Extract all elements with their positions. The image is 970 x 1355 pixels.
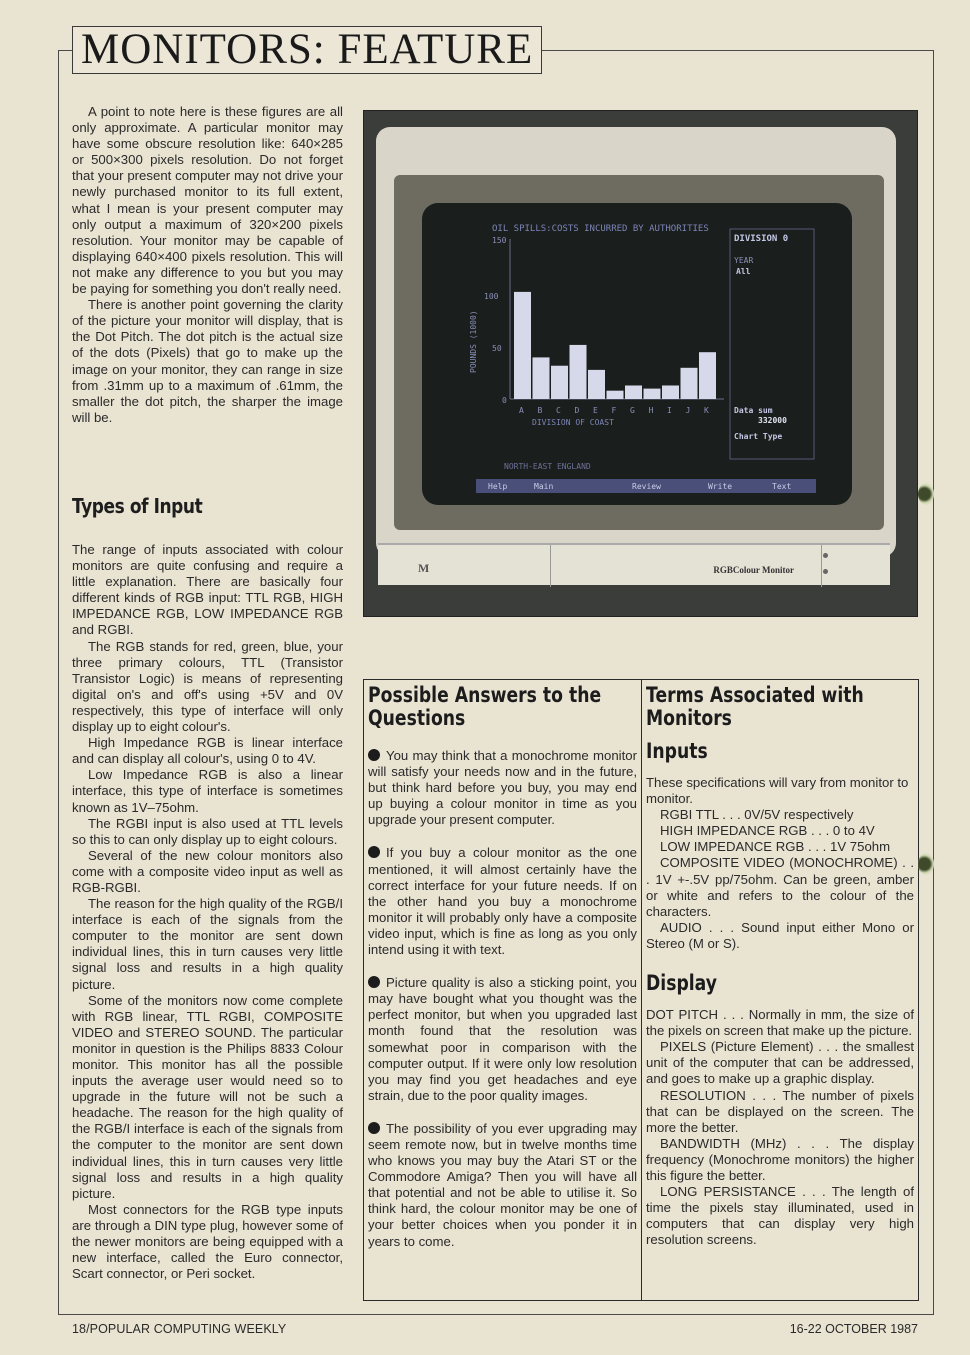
screen-panel-division: DIVISION 0	[734, 234, 789, 244]
screen-x-tick: A	[519, 406, 524, 415]
body-paragraph: The RGB stands for red, green, blue, your three primary colours, TTL (Transistor Transistor Logic) is means of representing digital on's and off's using +5V and 0V respectively, this type of interface will only display up to eight colour's.	[72, 638, 343, 735]
body-paragraph: Most connectors for the RGB type inputs are through a DIN type plug, however some of the newer monitors are being equipped with a new interface, called the Euro connector, Scart connector, or Peri socket.	[72, 1201, 343, 1282]
screen-y-axis-label: POUNDS (1000)	[469, 310, 478, 373]
punch-hole-icon	[918, 853, 934, 875]
answer-text: Picture quality is also a sticking point, you may have bought what you thought was the perfect monitor, but when you upgraded last month found that the resolution was somewhat poor in comparison with the computer output. If it were only low resolution you may find you get headaches and eye strain, due to the poor quality images.	[368, 975, 637, 1103]
display-term: LONG PERSISTANCE . . . The length of time the pixels stay illuminated, used in computers that can display very high resolution screens.	[646, 1184, 914, 1248]
answer-item	[368, 1121, 637, 1250]
monitor-base	[378, 543, 890, 585]
screen-panel-datasum-value: 332000	[758, 416, 787, 425]
body-paragraph: The reason for the high quality of the RGB/I interface is each of the signals from the computer to the monitor are sent down individual lines, this in turn causes very little signal loss and results in a high quality picture.	[72, 896, 343, 992]
footer-page-number: 18/POPULAR COMPUTING WEEKLY	[72, 1322, 287, 1336]
inputs-list-item: LOW IMPEDANCE RGB . . . 1V 75ohm	[660, 839, 891, 855]
screen-x-tick: K	[704, 406, 709, 415]
screen-bar	[699, 352, 716, 399]
intro-paragraph: A point to note here is these figures are all only approximate. A particular monitor may have some obscure resolution like: 640×285 or 500×300 pixels resolution. Do not forget that your present computer may not drive your newly purchased monitor to its full extent, what I mean is your present computer may only output a maximum of 320×200 pixels resolution. Your monitor may be capable of displaying 640×400 pixels resolution. This will not make any difference to you but you may be paying for something you don't really need.	[72, 104, 343, 297]
screen-y-tick: 100	[484, 292, 499, 301]
monitor-knob-icon	[823, 553, 828, 558]
screen-bar	[625, 385, 642, 399]
screen-x-tick: D	[574, 406, 580, 415]
answer-text: The possibility of you ever upgrading may seem remote now, but in twelve months time who knows you may buy the Atari ST or the Commodore Amiga? Then you will have all that potential and not be able to utilise it. So think hard, the colour monitor may be one of your better choices when you ponder it in years to come.	[368, 1120, 637, 1249]
body-paragraph: High Impedance RGB is linear interface and can display all colour's, using 0 to 4V.	[72, 735, 343, 767]
answer-item	[368, 748, 637, 828]
inputs-list	[646, 807, 914, 855]
section-heading-types-of-input: Types of Input	[72, 494, 203, 518]
answers-heading: Possible Answers to the Questions	[368, 683, 602, 730]
inputs-heading: Inputs	[646, 739, 708, 763]
body-paragraph: Some of the monitors now come complete with RGB linear, TTL RGBI, COMPOSITE VIDEO and STEREO SOUND. The particular monitor in question is the Philips 8833 Colour monitor. This monitor has all the possible inputs the average user would need so to upgrade in the future will not be such a headache. The reason for the high quality of the RGB/I interface is each of the signals from the computer to the monitor are sent down individual lines, this in turn causes very little signal loss and results in a high quality picture.	[72, 992, 343, 1201]
terms-heading: Terms Associated with Monitors	[646, 683, 864, 730]
screen-menu-item: Write	[708, 482, 733, 491]
display-term: BANDWIDTH (MHz) . . . The display frequency (Monochrome monitors) the higher this figure the better.	[646, 1135, 914, 1183]
body-paragraph: Low Impedance RGB is also a linear interface, this type of interface is sometimes known as 1V–75ohm.	[72, 767, 343, 815]
inputs-intro: These specifications will vary from monitor to monitor.	[646, 775, 909, 807]
page-title: MONITORS: FEATURE	[72, 26, 542, 74]
screen-menu-item: Help	[488, 482, 508, 491]
intro-paragraph: There is another point governing the clarity of the picture your monitor will display, that is the Dot Pitch. The dot pitch is the actual size of the dots (Pixels) that go to make up the image on your monitor, they can range in size from .31mm up to a maximum of .61mm, the smaller the dot pitch, the sharper the image will be.	[72, 297, 343, 425]
screen-bar	[551, 366, 568, 399]
answer-item	[368, 975, 637, 1104]
audio-term: AUDIO . . . Sound input either Mono or Stereo (M or S).	[646, 919, 914, 951]
inputs-list-item: RGBI TTL . . . 0V/5V respectively	[660, 807, 854, 823]
screen-bar	[607, 391, 624, 399]
screen-bar	[533, 357, 550, 399]
monitor-knob-icon	[823, 569, 828, 574]
terms-box	[641, 679, 919, 1301]
screen-bar	[570, 345, 587, 399]
display-heading: Display	[646, 971, 717, 996]
body-paragraph: The RGBI input is also used at TTL levels so this to can only display up to eight colours.	[72, 815, 343, 847]
screen-menu-item: Review	[632, 482, 661, 491]
screen-panel-year-label: YEAR	[734, 256, 754, 265]
screen-bar	[514, 292, 531, 399]
intro-text	[72, 104, 343, 426]
screen-bar	[681, 368, 698, 399]
screen-x-tick: H	[648, 406, 654, 415]
answer-text: If you buy a colour monitor as the one mentioned, it will almost certainly have the correct interface for your future needs. If on the other hand you buy a monochrome monitor it will probably only have a composite video input, which is fine as long as you only intend using it with text.	[368, 845, 637, 958]
display-term: DOT PITCH . . . Normally in mm, the size of the pixels on screen that make up the picture.	[646, 1007, 914, 1039]
screen-x-tick: B	[537, 406, 543, 415]
display-term: RESOLUTION . . . The number of pixels that can be displayed on the screen. The more the better.	[646, 1087, 914, 1135]
screen-x-tick: E	[593, 406, 598, 415]
bullet-icon	[368, 976, 380, 988]
screen-bars	[514, 292, 716, 399]
inputs-list-item: HIGH IMPEDANCE RGB . . . 0 to 4V	[660, 823, 875, 839]
screen-y-tick: 0	[502, 396, 507, 405]
body-paragraph: The range of inputs associated with colour monitors are quite confusing and require a little explanation. There are basically four different kinds of RGB input: TTL RGB, HIGH IMPEDANCE RGB, LOW IMPEDANCE RGB and RGBI.	[72, 542, 343, 638]
bullet-icon	[368, 1122, 380, 1134]
screen-x-tick: C	[556, 406, 561, 415]
answer-text: You may think that a monochrome monitor will satisfy your needs now and in the future, but think hard before you buy, you may end up buying a colour monitor in time as you upgrade your present computer.	[368, 748, 637, 828]
screen-panel-charttype: Chart Type	[734, 432, 783, 441]
screen-bar	[662, 385, 679, 399]
screen-x-axis-label: DIVISION OF COAST	[532, 418, 614, 427]
answers-box	[363, 679, 642, 1301]
answer-item	[368, 845, 637, 958]
screen-x-tick: J	[685, 406, 691, 415]
bullet-icon	[368, 846, 380, 858]
footer-date: 16-22 OCTOBER 1987	[789, 1322, 918, 1336]
bullet-icon	[368, 749, 380, 761]
screen-panel-datasum-label: Data sum	[734, 406, 773, 415]
screen-menu-item: Text	[772, 482, 792, 491]
display-term: PIXELS (Picture Element) . . . the smallest unit of the computer that can be addressed, and goes to make up a graphic display.	[646, 1039, 914, 1087]
screen-x-tick: I	[667, 406, 672, 415]
monitor-model-label: RGBColour Monitor	[713, 565, 794, 575]
composite-term: COMPOSITE VIDEO (MONOCHROME) . . . 1V +-.5V pp/75ohm. Can be green, amber or white and refers to the colour of the characters.	[646, 855, 914, 919]
screen-region-label: NORTH-EAST ENGLAND	[504, 462, 591, 471]
screen-menu-item: Main	[534, 482, 554, 491]
punch-hole-icon	[918, 483, 934, 505]
monitor-crt-screen	[422, 203, 852, 505]
screen-chart	[422, 203, 852, 505]
body-paragraph: Several of the new colour monitors also come with a composite video input as well as RGB-RGBI.	[72, 847, 343, 895]
screen-y-tick: 150	[492, 236, 507, 245]
screen-bar	[644, 389, 661, 399]
monitor-photo	[363, 110, 918, 617]
spacer	[646, 952, 914, 968]
screen-bar	[588, 370, 605, 399]
base-divider	[821, 545, 822, 587]
screen-chart-title: OIL SPILLS:COSTS INCURRED BY AUTHORITIES	[492, 224, 709, 234]
screen-panel-year-value: All	[736, 267, 751, 276]
screen-x-ticks	[519, 406, 709, 415]
screen-x-tick: G	[630, 406, 635, 415]
monitor-brand-logo: M	[418, 561, 430, 575]
screen-y-tick: 50	[492, 344, 502, 353]
types-of-input-text	[72, 542, 343, 1282]
base-divider	[550, 545, 551, 587]
screen-x-tick: F	[611, 406, 617, 415]
